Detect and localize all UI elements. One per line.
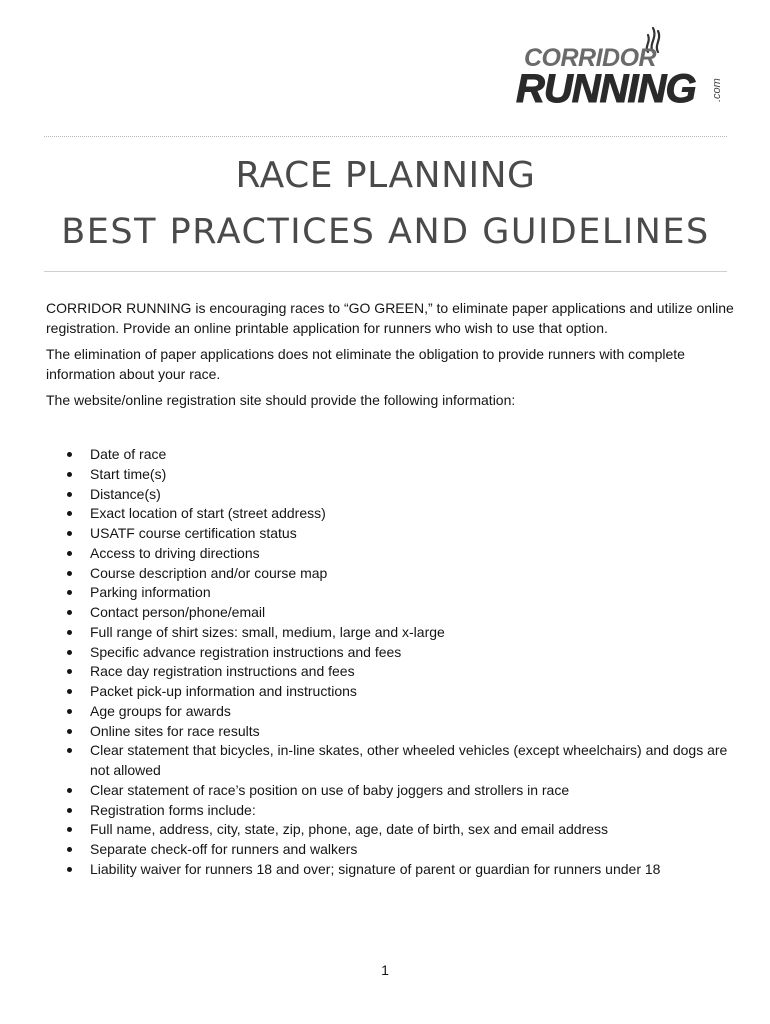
list-item-text: Full name, address, city, state, zip, phone, age, date of birth, sex and email address bbox=[90, 821, 609, 838]
list-item bbox=[46, 662, 736, 682]
list-item-text: USATF course certification status bbox=[90, 525, 297, 541]
list-item-text: Contact person/phone/email bbox=[90, 604, 266, 620]
bullet-icon bbox=[67, 847, 72, 852]
requirements-list bbox=[46, 445, 736, 880]
list-item-text: Online sites for race results bbox=[90, 722, 260, 739]
list-item-text: Full range of shirt sizes: small, medium, large and x-large bbox=[90, 623, 445, 640]
list-item-text: Age groups for awards bbox=[90, 702, 231, 719]
list-item-text: Date of race bbox=[90, 446, 167, 462]
bullet-icon bbox=[67, 452, 72, 457]
list-item bbox=[46, 860, 736, 880]
list-item-text: Liability waiver for runners 18 and over; signature of parent or guardian for runners under 18 bbox=[90, 860, 661, 877]
list-item-text: Packet pick-up information and instructions bbox=[90, 683, 357, 699]
list-item bbox=[46, 485, 736, 505]
list-item bbox=[46, 564, 736, 584]
list-item bbox=[46, 741, 736, 781]
bullet-icon bbox=[67, 650, 72, 655]
bullet-icon bbox=[67, 630, 72, 635]
list-item bbox=[46, 583, 736, 603]
list-item-text: Parking information bbox=[90, 584, 211, 601]
list-item-text: Specific advance registration instructions and fees bbox=[90, 643, 402, 660]
list-item-text: Race day registration instructions and fees bbox=[90, 663, 355, 680]
list-item-text: Course description and/or course map bbox=[90, 564, 328, 581]
bullet-icon bbox=[67, 729, 72, 734]
list-item-text: Separate check-off for runners and walkers bbox=[90, 841, 358, 857]
list-item bbox=[46, 504, 736, 524]
bullet-icon bbox=[67, 472, 72, 477]
intro-paragraph: The elimination of paper applications does not eliminate the obligation to provide runners with complete information about your race. bbox=[46, 346, 685, 382]
title-divider bbox=[44, 271, 727, 272]
list-item-text: Clear statement of race’s position on use of baby joggers and strollers in race bbox=[90, 781, 570, 798]
list-item bbox=[46, 544, 736, 564]
list-item bbox=[46, 603, 736, 623]
page-number: 1 bbox=[381, 962, 389, 978]
bullet-icon bbox=[67, 531, 72, 536]
corridor-running-logo bbox=[512, 22, 732, 112]
intro-paragraph: The website/online registration site should provide the following information: bbox=[46, 392, 516, 408]
list-item bbox=[46, 465, 736, 485]
list-item bbox=[46, 781, 736, 801]
logo-suffix: .com bbox=[711, 78, 723, 102]
bullet-icon bbox=[67, 867, 72, 872]
list-item-text: Start time(s) bbox=[90, 465, 167, 482]
list-item-text: Access to driving directions bbox=[90, 544, 260, 561]
page-title-line2: BEST PRACTICES AND GUIDELINES bbox=[61, 212, 710, 252]
list-item bbox=[46, 820, 736, 840]
bullet-icon bbox=[67, 551, 72, 556]
bullet-icon bbox=[67, 511, 72, 516]
list-item bbox=[46, 643, 736, 663]
intro-paragraph: CORRIDOR RUNNING is encouraging races to “GO GREEN,” to eliminate paper applications and utilize online registration. Provide an online printable application for runners who wish to use that option. bbox=[46, 300, 734, 336]
logo-line2: RUNNING bbox=[516, 67, 696, 111]
list-item bbox=[46, 801, 736, 821]
bullet-icon bbox=[67, 492, 72, 497]
bullet-icon bbox=[67, 808, 72, 813]
bullet-icon bbox=[67, 827, 72, 832]
list-item bbox=[46, 722, 736, 742]
list-item bbox=[46, 445, 736, 465]
list-item-text: Exact location of start (street address) bbox=[90, 505, 326, 522]
list-item-text: Distance(s) bbox=[90, 485, 161, 502]
list-item-text: Registration forms include: bbox=[90, 801, 256, 818]
intro-text bbox=[46, 299, 736, 418]
bullet-icon bbox=[67, 610, 72, 615]
list-item bbox=[46, 702, 736, 722]
list-item bbox=[46, 682, 736, 702]
header-divider bbox=[44, 136, 727, 137]
logo-line1: CORRIDOR bbox=[524, 44, 657, 72]
bullet-icon bbox=[67, 788, 72, 793]
list-item-text: Clear statement that bicycles, in-line skates, other wheeled vehicles (except wheelchairs) and dogs are not allowed bbox=[90, 742, 728, 778]
bullet-icon bbox=[67, 689, 72, 694]
list-item bbox=[46, 623, 736, 643]
bullet-icon bbox=[67, 748, 72, 753]
bullet-icon bbox=[67, 709, 72, 714]
page-title-line1: RACE PLANNING bbox=[235, 155, 536, 196]
bullet-icon bbox=[67, 669, 72, 674]
bullet-icon bbox=[67, 571, 72, 576]
list-item bbox=[46, 524, 736, 544]
list-item bbox=[46, 840, 736, 860]
bullet-icon bbox=[67, 590, 72, 595]
